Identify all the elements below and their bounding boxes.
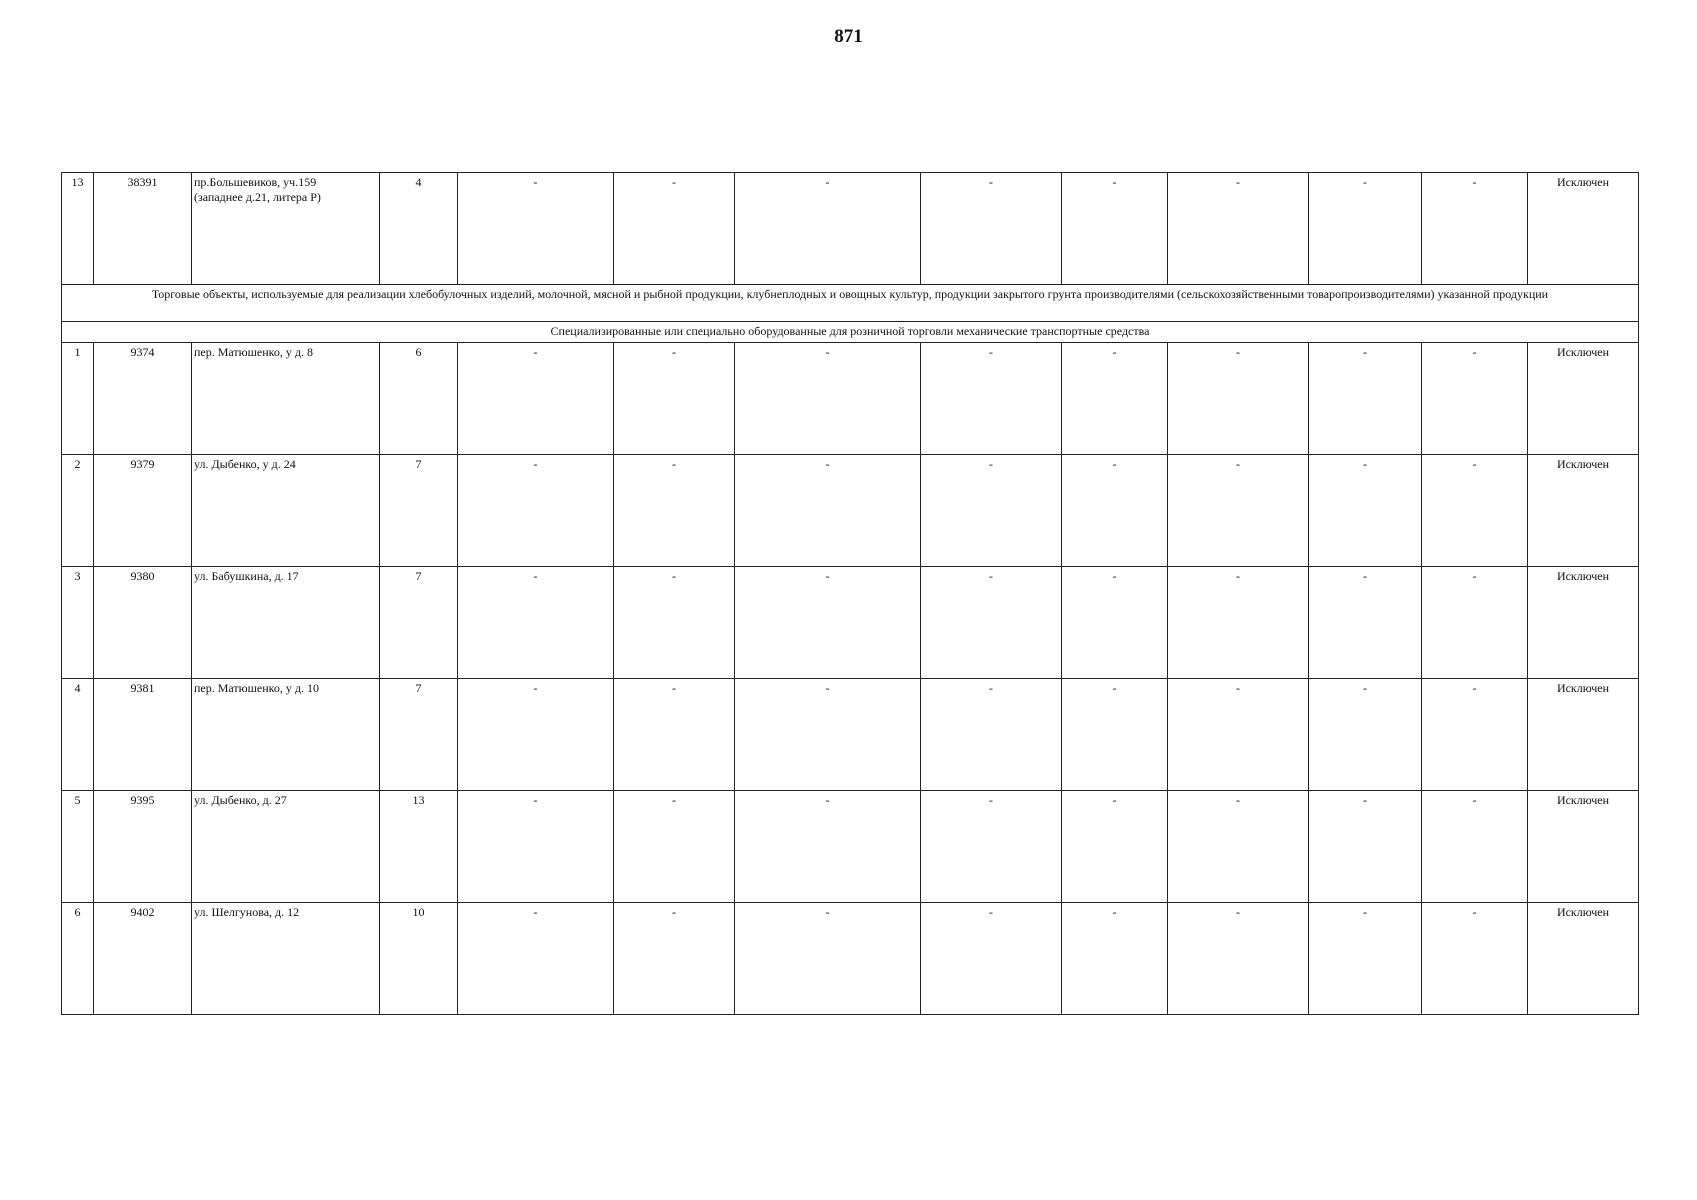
empty-cell: - (735, 679, 921, 791)
empty-cell: - (458, 343, 614, 455)
empty-cell: - (1422, 679, 1528, 791)
empty-cell: - (1309, 567, 1422, 679)
object-address: ул. Дыбенко, д. 27 (192, 791, 380, 903)
object-value: 7 (380, 567, 458, 679)
empty-cell: - (1062, 567, 1168, 679)
empty-cell: - (735, 173, 921, 285)
empty-cell: - (614, 343, 735, 455)
status-cell: Исключен (1528, 791, 1639, 903)
empty-cell: - (458, 455, 614, 567)
status-cell: Исключен (1528, 343, 1639, 455)
empty-cell: - (1309, 173, 1422, 285)
empty-cell: - (921, 343, 1062, 455)
empty-cell: - (1168, 567, 1309, 679)
object-address: ул. Бабушкина, д. 17 (192, 567, 380, 679)
object-address: ул. Дыбенко, у д. 24 (192, 455, 380, 567)
empty-cell: - (1062, 455, 1168, 567)
status-cell: Исключен (1528, 679, 1639, 791)
empty-cell: - (921, 791, 1062, 903)
empty-cell: - (1168, 343, 1309, 455)
subsection-header: Специализированные или специально оборудованные для розничной торговли механические транспортные средства (62, 322, 1639, 343)
status-cell: Исключен (1528, 455, 1639, 567)
section-header-row (62, 285, 1639, 322)
empty-cell: - (614, 173, 735, 285)
empty-cell: - (458, 679, 614, 791)
row-number: 5 (62, 791, 94, 903)
object-value: 13 (380, 791, 458, 903)
empty-cell: - (921, 173, 1062, 285)
empty-cell: - (735, 455, 921, 567)
row-number: 6 (62, 903, 94, 1015)
status-cell: Исключен (1528, 903, 1639, 1015)
row-number: 13 (62, 173, 94, 285)
table-row (62, 455, 1639, 567)
empty-cell: - (1062, 791, 1168, 903)
object-address: пер. Матюшенко, у д. 10 (192, 679, 380, 791)
empty-cell: - (921, 455, 1062, 567)
row-number: 4 (62, 679, 94, 791)
empty-cell: - (614, 455, 735, 567)
empty-cell: - (1062, 343, 1168, 455)
object-id: 9402 (94, 903, 192, 1015)
empty-cell: - (1168, 455, 1309, 567)
empty-cell: - (735, 343, 921, 455)
empty-cell: - (921, 903, 1062, 1015)
empty-cell: - (1309, 455, 1422, 567)
empty-cell: - (1168, 791, 1309, 903)
object-value: 7 (380, 679, 458, 791)
objects-table (61, 172, 1639, 1015)
empty-cell: - (1309, 679, 1422, 791)
object-id: 9381 (94, 679, 192, 791)
empty-cell: - (1422, 455, 1528, 567)
table-row (62, 679, 1639, 791)
empty-cell: - (458, 173, 614, 285)
empty-cell: - (921, 679, 1062, 791)
row-number: 2 (62, 455, 94, 567)
subsection-header-row (62, 322, 1639, 343)
page-number: 871 (834, 26, 863, 47)
object-value: 4 (380, 173, 458, 285)
empty-cell: - (614, 791, 735, 903)
object-address: пр.Большевиков, уч.159 (западнее д.21, литера Р) (192, 173, 380, 285)
empty-cell: - (614, 679, 735, 791)
empty-cell: - (1422, 343, 1528, 455)
object-address: ул. Шелгунова, д. 12 (192, 903, 380, 1015)
empty-cell: - (614, 903, 735, 1015)
object-id: 9380 (94, 567, 192, 679)
empty-cell: - (1309, 343, 1422, 455)
empty-cell: - (1168, 679, 1309, 791)
empty-cell: - (1062, 679, 1168, 791)
empty-cell: - (1422, 173, 1528, 285)
empty-cell: - (735, 791, 921, 903)
table-row (62, 791, 1639, 903)
empty-cell: - (921, 567, 1062, 679)
empty-cell: - (1309, 903, 1422, 1015)
row-number: 3 (62, 567, 94, 679)
object-id: 38391 (94, 173, 192, 285)
table-row (62, 343, 1639, 455)
empty-cell: - (458, 791, 614, 903)
empty-cell: - (614, 567, 735, 679)
row-number: 1 (62, 343, 94, 455)
empty-cell: - (1422, 903, 1528, 1015)
object-id: 9379 (94, 455, 192, 567)
empty-cell: - (1422, 791, 1528, 903)
object-value: 7 (380, 455, 458, 567)
empty-cell: - (1168, 173, 1309, 285)
empty-cell: - (458, 903, 614, 1015)
empty-cell: - (458, 567, 614, 679)
object-address: пер. Матюшенко, у д. 8 (192, 343, 380, 455)
table-row (62, 567, 1639, 679)
empty-cell: - (1168, 903, 1309, 1015)
table-row (62, 903, 1639, 1015)
empty-cell: - (1309, 791, 1422, 903)
object-id: 9395 (94, 791, 192, 903)
empty-cell: - (1422, 567, 1528, 679)
empty-cell: - (1062, 173, 1168, 285)
section-header: Торговые объекты, используемые для реализации хлебобулочных изделий, молочной, мясной и рыбной продукции, клубнеплодных и овощных культур, продукции закрытого грунта производителями (сельскохозяйственными товаропроизводителями) указанной продукции (62, 285, 1639, 322)
empty-cell: - (735, 903, 921, 1015)
status-cell: Исключен (1528, 173, 1639, 285)
object-value: 10 (380, 903, 458, 1015)
table-row (62, 173, 1639, 285)
object-id: 9374 (94, 343, 192, 455)
status-cell: Исключен (1528, 567, 1639, 679)
empty-cell: - (1062, 903, 1168, 1015)
object-value: 6 (380, 343, 458, 455)
empty-cell: - (735, 567, 921, 679)
